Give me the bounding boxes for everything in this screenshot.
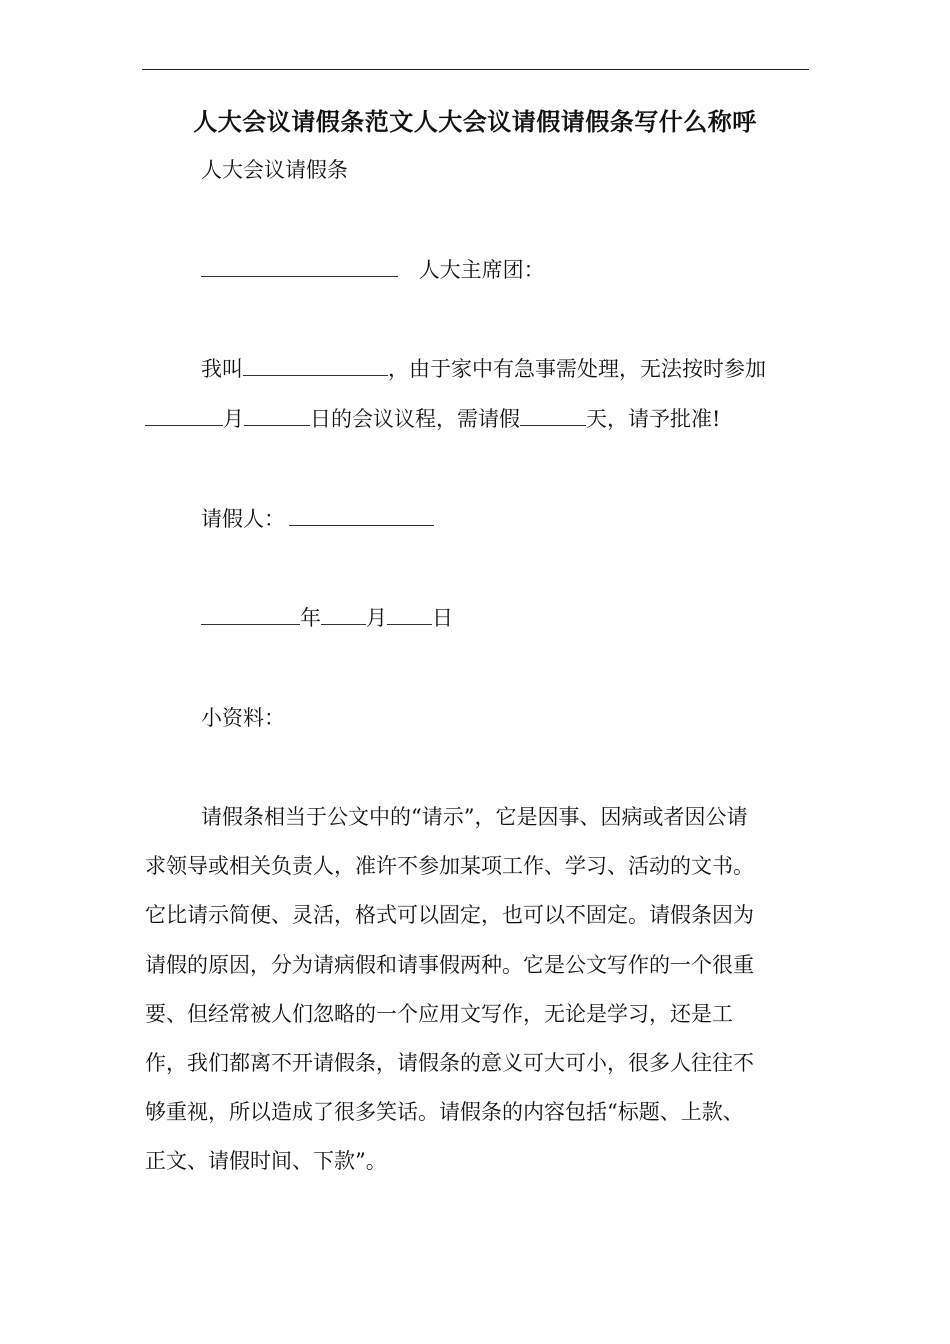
- year-blank: [201, 606, 300, 625]
- note-heading: 小资料：: [201, 706, 285, 730]
- document-subtitle: 人大会议请假条: [201, 158, 348, 182]
- signature-blank: [289, 507, 434, 526]
- date-day-blank: [387, 606, 432, 625]
- note-line: 它比请示简便、灵活，格式可以固定，也可以不固定。请假条因为: [145, 903, 754, 927]
- note-line: 要、但经常被人们忽略的一个应用文写作，无论是学习，还是工: [145, 1002, 733, 1026]
- note-line: 够重视，所以造成了很多笑话。请假条的内容包括“标题、上款、: [145, 1100, 744, 1124]
- note-paragraph: [145, 805, 810, 1185]
- name-blank: [243, 357, 388, 376]
- header-rule: [142, 69, 809, 70]
- note-line: 正文、请假时间、下款”。: [145, 1149, 387, 1173]
- date-day-label: 日: [432, 606, 453, 630]
- date-month-label: 月: [366, 606, 387, 630]
- note-line: 求领导或相关负责人，准许不参加某项工作、学习、活动的文书。: [145, 854, 754, 878]
- addressee-line: [201, 258, 545, 283]
- day-text: 日的会议议程，需请假: [310, 407, 520, 431]
- addressee-blank: [201, 258, 398, 277]
- body-line-2: [145, 407, 720, 432]
- body-line-1: [201, 357, 766, 382]
- note-line: 作，我们都离不开请假条，请假条的意义可大可小，很多人往往不: [145, 1051, 754, 1075]
- day-blank: [244, 407, 310, 426]
- date-month-blank: [321, 606, 366, 625]
- signature-label: 请假人：: [201, 507, 285, 531]
- year-label: 年: [300, 606, 321, 630]
- document-title: 人大会议请假条范文人大会议请假请假条写什么称呼: [193, 107, 757, 136]
- signature-line: [201, 507, 434, 532]
- note-line: 请假的原因，分为请病假和请事假两种。它是公文写作的一个很重: [145, 953, 754, 977]
- name-intro: 我叫: [201, 357, 243, 381]
- date-line: [201, 606, 453, 631]
- leave-days-blank: [520, 407, 586, 426]
- approval-text: 天，请予批准!: [586, 407, 721, 431]
- addressee-label: 人大主席团：: [418, 258, 545, 282]
- reason-text: ，由于家中有急事需处理，无法按时参加: [388, 357, 766, 381]
- note-line: 请假条相当于公文中的“请示”，它是因事、因病或者因公请: [201, 805, 748, 829]
- month-text: 月: [223, 407, 244, 431]
- month-blank: [145, 407, 223, 426]
